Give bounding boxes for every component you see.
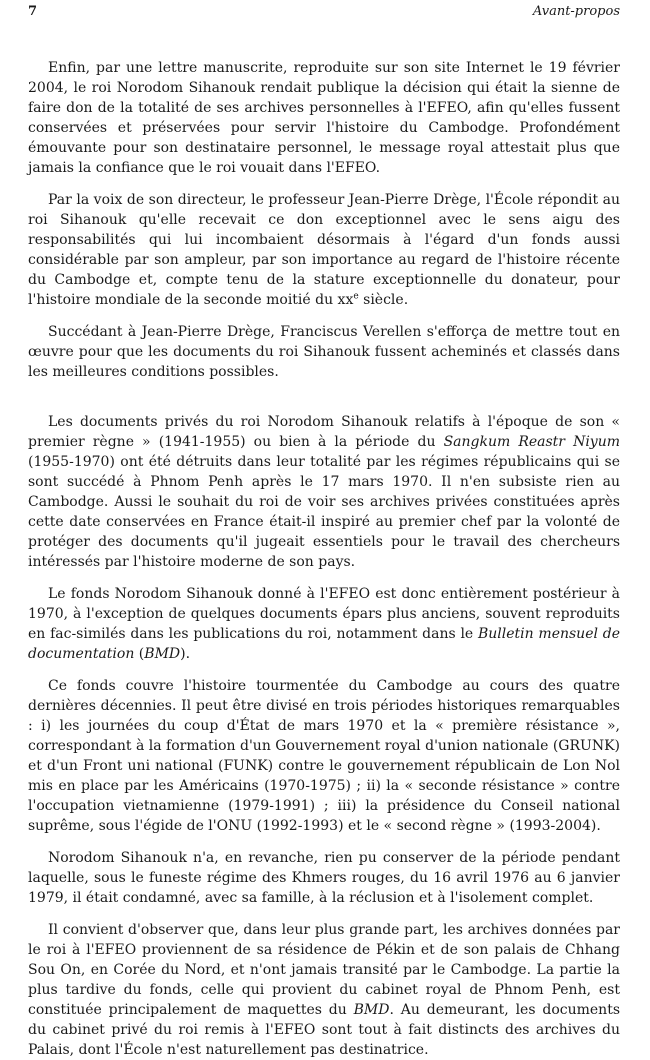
paragraph-3: Succédant à Jean-Pierre Drège, Franciscus Verellen s'efforça de mettre tout en œuvre pour que les documents du roi Sihanouk fussent acheminés et classés dans les meilleures conditions possibles.: [28, 324, 620, 380]
italic-sangkum: Sangkum Reastr Niyum: [443, 434, 621, 450]
running-title: Avant-propos: [532, 4, 620, 19]
italic-bmd-2: BMD: [353, 1002, 390, 1018]
paragraph-6: Ce fonds couvre l'histoire tourmentée du Cambodge au cours des quatre dernières décennies. Il peut être divisé en trois périodes historiques remarquables : i) les journées du coup d'État de mars 1970 et la « première résistance », correspondant à la formation d'un Gouvernement royal d'union nationale (GRUNK) et d'un Front uni national (FUNK) contre le gouvernement républicain de Lon Nol mis en place par les Américains (1970-1975) ; ii) la « seconde résistance » contre l'occupation vietnamienne (1979-1991) ; iii) la présidence du Conseil national suprême, sous l'égide de l'ONU (1992-1993) et le « second règne » (1993-2004).: [28, 678, 620, 834]
paragraph-5: Le fonds Norodom Sihanouk donné à l'EFEO est donc entièrement postérieur à 1970, à l'exception de quelques documents épars plus anciens, souvent reproduits en fac-similés dans les publications du roi, notamment dans le Bulletin mensuel de documentation (BMD).: [28, 586, 620, 662]
italic-bmd: BMD: [144, 646, 181, 662]
italic-bulletin: Bulletin mensuel de documentation: [28, 626, 620, 662]
paragraph-8: Il convient d'observer que, dans leur plus grande part, les archives données par le roi à l'EFEO proviennent de sa résidence de Pékin et de son palais de Chhang Sou On, en Corée du Nord, et n'ont jamais transité par le Cambodge. La partie la plus tardive du fonds, celle qui provient du cabinet royal de Phnom Penh, est constituée principalement de maquettes du BMD. Au demeurant, les documents du cabinet privé du roi remis à l'EFEO sont tout à fait distincts des archives du Palais, dont l'École n'est naturellement pas destinatrice.: [28, 922, 620, 1058]
page-header: [28, 0, 620, 36]
page-number: 7: [28, 4, 38, 19]
superscript-e: e: [353, 291, 359, 302]
paragraph-7: Norodom Sihanouk n'a, en revanche, rien pu conserver de la période pendant laquelle, sous le funeste régime des Khmers rouges, du 16 avril 1976 au 6 janvier 1979, il était condamné, avec sa famille, à la réclusion et à l'isolement complet.: [28, 850, 620, 906]
paragraph-2: Par la voix de son directeur, le professeur Jean-Pierre Drège, l'École répondit au roi Sihanouk qu'elle recevait ce don exceptionnel avec le sens aigu des responsabilités qui lui incombaient désormais à l'égard d'un fonds aussi considérable par son ampleur, par son importance au regard de l'histoire récente du Cambodge et, compte tenu de la stature exceptionnelle du donateur, pour l'histoire mondiale de la seconde moitié du $xx^e$ siècle.: [28, 192, 620, 308]
body-text: [28, 58, 620, 1060]
paragraph-4: Les documents privés du roi Norodom Sihanouk relatifs à l'époque de son « premier règne » (1941-1955) ou bien à la période du Sangkum Reastr Niyum (1955-1970) ont été détruits dans leur totalité par les régimes républicains qui se sont succédé à Phnom Penh après le 17 mars 1970. Il n'en subsiste rien au Cambodge. Aussi le souhait du roi de voir ses archives privées constituées après cette date conservées en France était-il inspiré au premier chef par la volonté de protéger des documents qu'il jugeait essentiels pour le travail des chercheurs intéressés par l'histoire moderne de son pays.: [28, 414, 621, 570]
paragraph-1: Enfin, par une lettre manuscrite, reproduite sur son site Internet le 19 février 2004, le roi Norodom Sihanouk rendait publique la décision qui était la sienne de faire don de la totalité de ses archives personnelles à l'EFEO, afin qu'elles fussent conservées et préservées pour servir l'histoire du Cambodge. Profondément émouvante pour son destinataire personnel, le message royal attestait plus que jamais la confiance que le roi vouait dans l'EFEO.: [28, 60, 620, 176]
